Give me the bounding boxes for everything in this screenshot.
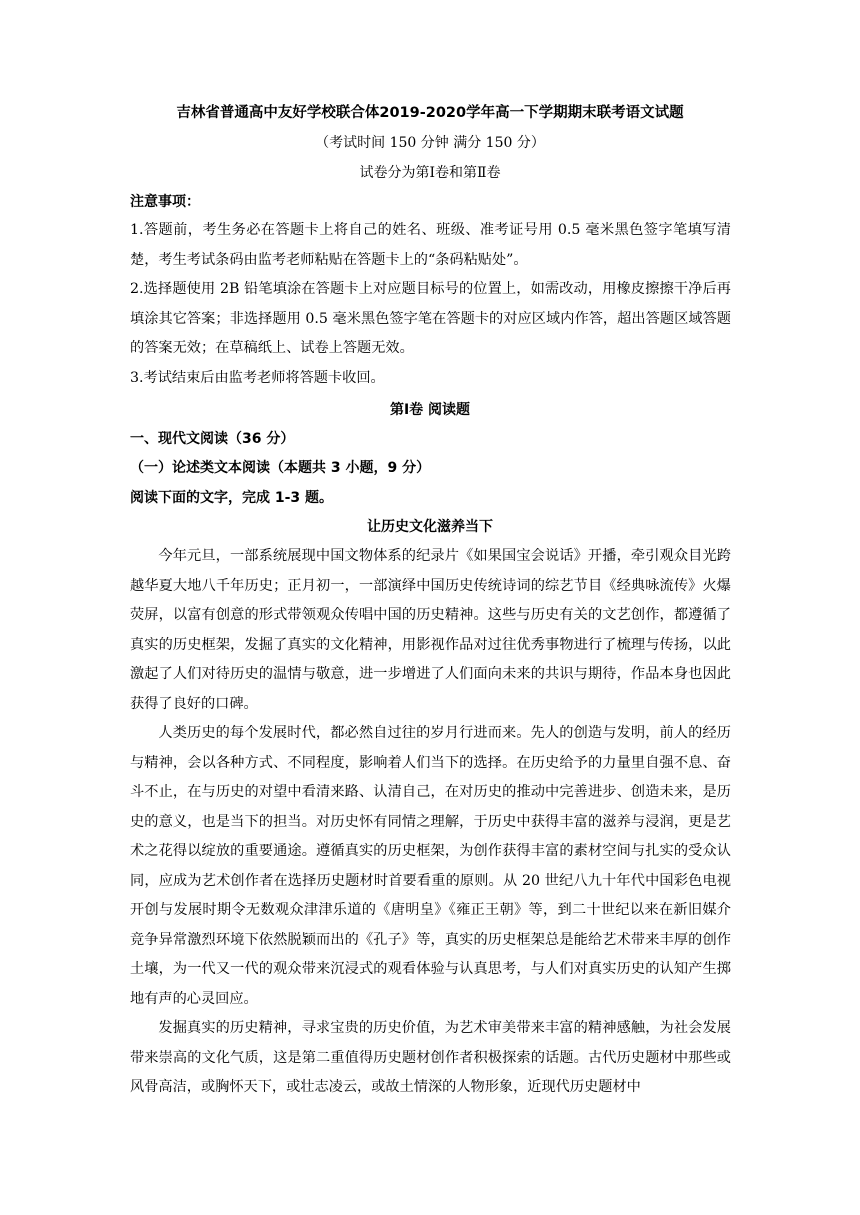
subpart-title: （一）论述类文本阅读（本题共 3 小题，9 分） <box>130 460 431 476</box>
part-title: 一、现代文阅读（36 分） <box>130 431 295 447</box>
notice-item: 3.考试结束后由监考老师将答题卡收回。 <box>130 369 385 386</box>
notice-list <box>130 216 731 393</box>
notice-item: 2.选择题使用 2B 铅笔填涂在答题卡上对应题目标号的位置上，如需改动，用橡皮擦擦干净后再填涂其它答案；非选择题用 0.5 毫米黑色签字笔在答题卡的对应区域内作答，超出答题区域答题的答案无效；在草稿纸上、试卷上答题无效。 <box>130 281 731 356</box>
article-title: 让历史文化滋养当下 <box>367 519 493 535</box>
reading-instruction: 阅读下面的文字，完成 1-3 题。 <box>130 490 334 506</box>
article-paragraph: 人类历史的每个发展时代，都必然自过往的岁月行进而来。先人的创造与发明，前人的经历与精神，会以各种方式、不同程度，影响着人们当下的选择。在历史给予的力量里自强不息、奋斗不止，在与历史的对望中看清来路、认清自己，在对历史的推动中完善进步、创造未来，是历史的意义，也是当下的担当。对历史怀有同情之理解，于历史中获得丰富的滋养与浸润，更是艺术之花得以绽放的重要通途。遵循真实的历史框架，为创作获得丰富的素材空间与扎实的受众认同，应成为艺术创作者在选择历史题材时首要看重的原则。从 20 世纪八九十年代中国彩色电视开创与发展时期令无数观众津津乐道的《唐明皇》《雍正王朝》等，到二十世纪以来在新旧媒介竞争异常激烈环境下依然脱颖而出的《孔子》等，真实的历史框架总是能给艺术带来丰厚的创作土壤，为一代又一代的观众带来沉浸式的观看体验与认真思考，与人们对真实历史的认知产生掷地有声的心灵回应。 <box>130 725 731 1007</box>
exam-info: （考试时间 150 分钟 满分 150 分） <box>315 135 545 151</box>
article-paragraph: 发掘真实的历史精神，寻求宝贵的历史价值，为艺术审美带来丰富的精神感触，为社会发展带来崇高的文化气质，这是第二重值得历史题材创作者积极探索的话题。古代历史题材中那些或风骨高洁，或胸怀天下，或壮志凌云，或故土情深的人物形象，近现代历史题材中 <box>130 1020 731 1095</box>
notice-item: 1.答题前，考生务必在答题卡上将自己的姓名、班级、准考证号用 0.5 毫米黑色签字笔填写清楚，考生考试条码由监考老师粘贴在答题卡上的“条码粘贴处”。 <box>130 222 731 268</box>
paper-split-note: 试卷分为第Ⅰ卷和第Ⅱ卷 <box>359 165 501 181</box>
notice-heading: 注意事项： <box>130 194 200 210</box>
document-title: 吉林省普通高中友好学校联合体2019-2020学年高一下学期期末联考语文试题 <box>176 105 684 121</box>
article-body <box>130 542 731 1103</box>
volume-title: 第Ⅰ卷 阅读题 <box>389 402 471 418</box>
article-paragraph: 今年元旦，一部系统展现中国文物体系的纪录片《如果国宝会说话》开播，牵引观众目光跨越华夏大地八千年历史；正月初一，一部演绎中国历史传统诗词的综艺节目《经典咏流传》火爆荧屏，以富有创意的形式带领观众传唱中国的历史精神。这些与历史有关的文艺创作，都遵循了真实的历史框架，发掘了真实的文化精神，用影视作品对过往优秀事物进行了梳理与传扬，以此激起了人们对待历史的温情与敬意，进一步增进了人们面向未来的共识与期待，作品本身也因此获得了良好的口碑。 <box>130 548 731 712</box>
